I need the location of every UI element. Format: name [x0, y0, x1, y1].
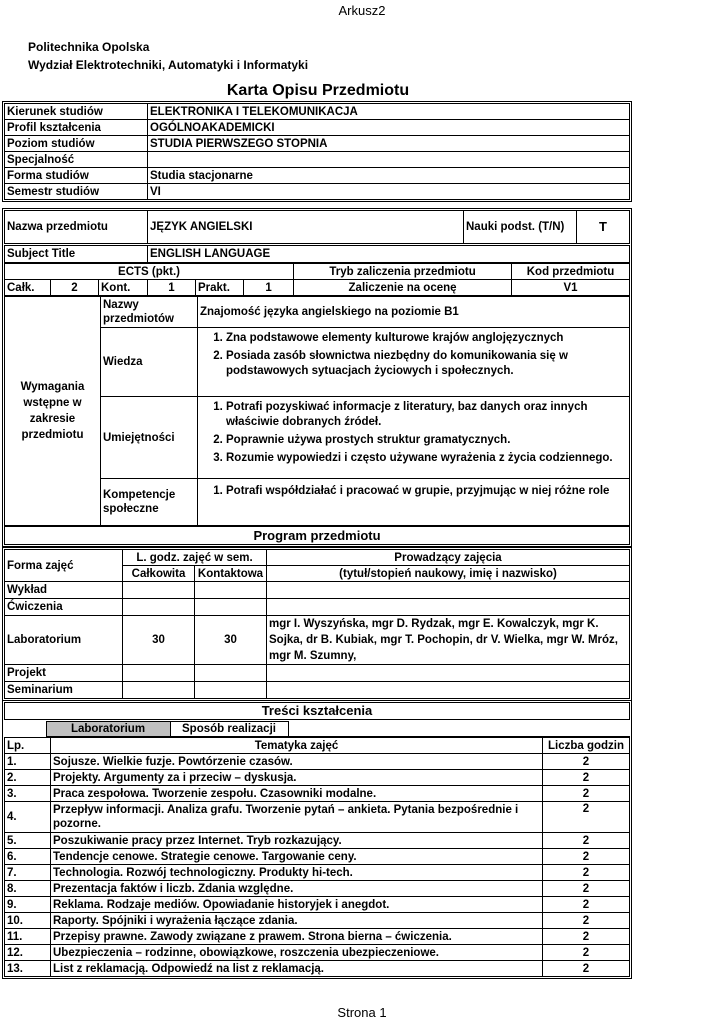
- topic-hours: 2: [543, 929, 630, 945]
- form-name: Projekt: [5, 665, 123, 682]
- ects-table: [4, 263, 630, 296]
- ects-label: ECTS (pkt.): [5, 264, 294, 280]
- study-info-value: Studia stacjonarne: [148, 168, 630, 184]
- study-info-row: [5, 136, 630, 152]
- topic-row: [5, 961, 630, 977]
- umiejetnosci-item: 2. Poprawnie używa prostych struktur gramatycznych.: [226, 433, 627, 448]
- topic-label: Tematyka zajęć: [51, 738, 543, 754]
- prakt-value: 1: [244, 280, 294, 296]
- kont-label: Kont.: [99, 280, 148, 296]
- study-info-row: [5, 184, 630, 200]
- form-name: Laboratorium: [5, 616, 123, 665]
- form-teachers: mgr I. Wyszyńska, mgr D. Rydzak, mgr E. Kowalczyk, mgr K. Sojka, dr B. Kubiak, mgr T. Pochopin, dr V. Wielka, mgr W. Mróz, mgr M. Szumny,: [267, 616, 630, 665]
- topic-hours: 2: [543, 881, 630, 897]
- program-heading-table: [4, 526, 630, 545]
- topic-text: Prezentacja faktów i liczb. Zdania względne.: [51, 881, 543, 897]
- form-row: [5, 665, 630, 682]
- form-teachers: [267, 582, 630, 599]
- content-heading: Treści kształcenia: [5, 703, 630, 720]
- form-teachers: [267, 599, 630, 616]
- hours-label: L. godz. zajęć w sem.: [123, 550, 267, 566]
- topic-lp: 3.: [5, 786, 51, 802]
- content-block: [2, 700, 632, 979]
- topic-row: [5, 865, 630, 881]
- form-row: [5, 616, 630, 665]
- kompetencje-item: 1. Potrafi współdziałać i pracować w grupie, przyjmując w niej różne role: [226, 484, 627, 499]
- topic-lp: 13.: [5, 961, 51, 977]
- teachers-sub: (tytuł/stopień naukowy, imię i nazwisko): [267, 566, 630, 582]
- subject-header-table: [4, 210, 630, 244]
- topic-row: [5, 929, 630, 945]
- subject-title-table: [4, 245, 630, 263]
- topic-text: Tendencje cenowe. Strategie cenowe. Targowanie ceny.: [51, 849, 543, 865]
- form-total: [123, 682, 195, 699]
- topic-lp: 4.: [5, 802, 51, 833]
- total-label: Całkowita: [123, 566, 195, 582]
- forms-table: [4, 549, 630, 699]
- topic-hours: 2: [543, 754, 630, 770]
- topic-text: Raporty. Spójniki i wyrażenia łączące zdania.: [51, 913, 543, 929]
- tryb-value: Zaliczenie na ocenę: [294, 280, 512, 296]
- institution: Politechnika Opolska: [28, 40, 150, 54]
- topic-hours: 2: [543, 865, 630, 881]
- topic-lp: 7.: [5, 865, 51, 881]
- kod-label: Kod przedmiotu: [512, 264, 630, 280]
- topic-text: Projekty. Argumenty za i przeciw – dyskusja.: [51, 770, 543, 786]
- wiedza-item: 1. Zna podstawowe elementy kulturowe krajów anglojęzycznych: [226, 331, 627, 346]
- wiedza-list: [200, 331, 627, 379]
- topic-hours: 2: [543, 770, 630, 786]
- topic-hours: 2: [543, 833, 630, 849]
- topic-text: Praca zespołowa. Tworzenie zespołu. Czasowniki modalne.: [51, 786, 543, 802]
- study-info-value: VI: [148, 184, 630, 200]
- form-contact: 30: [195, 616, 267, 665]
- topic-lp: 8.: [5, 881, 51, 897]
- topic-lp: 6.: [5, 849, 51, 865]
- kompetencje-label: Kompetencje społeczne: [101, 479, 198, 526]
- topic-lp: 1.: [5, 754, 51, 770]
- topic-row: [5, 802, 630, 833]
- form-label: Forma zajęć: [5, 550, 123, 582]
- study-info-row: [5, 152, 630, 168]
- lp-label: Lp.: [5, 738, 51, 754]
- topic-lp: 10.: [5, 913, 51, 929]
- calk-label: Całk.: [5, 280, 51, 296]
- form-total: [123, 599, 195, 616]
- topic-hours: 2: [543, 913, 630, 929]
- study-info-label: Forma studiów: [5, 168, 148, 184]
- form-teachers: [267, 665, 630, 682]
- subject-title-label: Subject Title: [5, 246, 148, 263]
- topic-lp: 5.: [5, 833, 51, 849]
- form-total: 30: [123, 616, 195, 665]
- basic-sciences-value: T: [577, 211, 630, 244]
- prakt-label: Prakt.: [196, 280, 244, 296]
- study-info-value: [148, 152, 630, 168]
- topic-text: Sojusze. Wielkie fuzje. Powtórzenie czasów.: [51, 754, 543, 770]
- topic-lp: 12.: [5, 945, 51, 961]
- topic-hours: 2: [543, 802, 630, 833]
- study-info-row: [5, 104, 630, 120]
- topic-row: [5, 770, 630, 786]
- form-name: Wykład: [5, 582, 123, 599]
- study-info-label: Profil kształcenia: [5, 120, 148, 136]
- topic-text: Reklama. Rodzaje mediów. Opowiadanie historyjek i anegdot.: [51, 897, 543, 913]
- program-heading: Program przedmiotu: [5, 527, 630, 545]
- topic-hours: 2: [543, 897, 630, 913]
- kompetencje-list: [200, 484, 627, 499]
- topic-row: [5, 881, 630, 897]
- topic-row: [5, 833, 630, 849]
- sposob-label: Sposób realizacji: [170, 722, 288, 737]
- topic-hours: 2: [543, 945, 630, 961]
- study-info-label: Semestr studiów: [5, 184, 148, 200]
- nazwy-label: Nazwy przedmiotów: [101, 297, 198, 328]
- form-name: Ćwiczenia: [5, 599, 123, 616]
- subject-name-value: JĘZYK ANGIELSKI: [148, 211, 464, 244]
- study-info-label: Specjalność: [5, 152, 148, 168]
- study-info-label: Poziom studiów: [5, 136, 148, 152]
- study-info-value: OGÓLNOAKADEMICKI: [148, 120, 630, 136]
- kod-value: V1: [512, 280, 630, 296]
- topic-row: [5, 945, 630, 961]
- content-heading-table: [4, 702, 630, 720]
- study-info-row: [5, 120, 630, 136]
- study-info-label: Kierunek studiów: [5, 104, 148, 120]
- lab-label: Laboratorium: [46, 722, 170, 737]
- subject-block: [2, 208, 632, 547]
- realization-table: [4, 721, 630, 737]
- study-info-table: [4, 103, 630, 200]
- form-total: [123, 582, 195, 599]
- contact-label: Kontaktowa: [195, 566, 267, 582]
- study-info-row: [5, 168, 630, 184]
- topic-text: Przepisy prawne. Zawody związane z prawem. Strona bierna – ćwiczenia.: [51, 929, 543, 945]
- topic-row: [5, 786, 630, 802]
- form-contact: [195, 682, 267, 699]
- topic-text: Technologia. Rozwój technologiczny. Produkty hi-tech.: [51, 865, 543, 881]
- teachers-label: Prowadzący zajęcia: [267, 550, 630, 566]
- form-row: [5, 599, 630, 616]
- requirements-label: Wymagania wstępne w zakresie przedmiotu: [5, 297, 101, 526]
- umiejetnosci-label: Umiejętności: [101, 397, 198, 479]
- topic-lp: 9.: [5, 897, 51, 913]
- form-teachers: [267, 682, 630, 699]
- topic-lp: 11.: [5, 929, 51, 945]
- topic-text: Poszukiwanie pracy przez Internet. Tryb rozkazujący.: [51, 833, 543, 849]
- study-info-value: ELEKTRONIKA I TELEKOMUNIKACJA: [148, 104, 630, 120]
- kont-value: 1: [148, 280, 196, 296]
- form-row: [5, 682, 630, 699]
- topic-hours-label: Liczba godzin: [543, 738, 630, 754]
- umiejetnosci-list: [200, 400, 627, 466]
- umiejetnosci-item: 1. Potrafi pozyskiwać informacje z literatury, baz danych oraz innych właściwie dobranych źródeł.: [226, 400, 627, 430]
- doc-title: Karta Opisu Przedmiotu: [226, 82, 410, 99]
- requirements-table: [4, 296, 630, 526]
- study-info-block: [2, 101, 632, 202]
- sheet-name: Arkusz2: [338, 3, 386, 18]
- wiedza-item: 2. Posiada zasób słownictwa niezbędny do komunikowania się w podstawowych sytuacjach życiowych i społecznych.: [226, 349, 627, 379]
- form-contact: [195, 599, 267, 616]
- faculty: Wydział Elektrotechniki, Automatyki i Informatyki: [28, 58, 309, 72]
- topic-row: [5, 754, 630, 770]
- topic-text: Przepływ informacji. Analiza grafu. Tworzenie pytań – ankieta. Pytania bezpośrednie i pozorne.: [51, 802, 543, 833]
- study-info-value: STUDIA PIERWSZEGO STOPNIA: [148, 136, 630, 152]
- topic-text: List z reklamacją. Odpowiedź na list z reklamacją.: [51, 961, 543, 977]
- topic-row: [5, 849, 630, 865]
- nazwy-value: Znajomość języka angielskiego na poziomie B1: [198, 297, 630, 328]
- page-footer: Strona 1: [337, 1005, 387, 1020]
- topic-hours: 2: [543, 786, 630, 802]
- calk-value: 2: [51, 280, 99, 296]
- form-total: [123, 665, 195, 682]
- basic-sciences-label: Nauki podst. (T/N): [464, 211, 577, 244]
- topic-text: Ubezpieczenia – rodzinne, obowiązkowe, roszczenia ubezpieczeniowe.: [51, 945, 543, 961]
- form-contact: [195, 665, 267, 682]
- topic-lp: 2.: [5, 770, 51, 786]
- topic-row: [5, 913, 630, 929]
- topics-table: [4, 737, 630, 977]
- form-name: Seminarium: [5, 682, 123, 699]
- tryb-label: Tryb zaliczenia przedmiotu: [294, 264, 512, 280]
- forms-block: [2, 547, 632, 701]
- wiedza-label: Wiedza: [101, 328, 198, 397]
- umiejetnosci-item: 3. Rozumie wypowiedzi i często używane wyrażenia z życia codziennego.: [226, 451, 627, 466]
- subject-title-value: ENGLISH LANGUAGE: [148, 246, 630, 263]
- subject-name-label: Nazwa przedmiotu: [5, 211, 148, 244]
- topic-hours: 2: [543, 849, 630, 865]
- form-row: [5, 582, 630, 599]
- topic-hours: 2: [543, 961, 630, 977]
- form-contact: [195, 582, 267, 599]
- topic-row: [5, 897, 630, 913]
